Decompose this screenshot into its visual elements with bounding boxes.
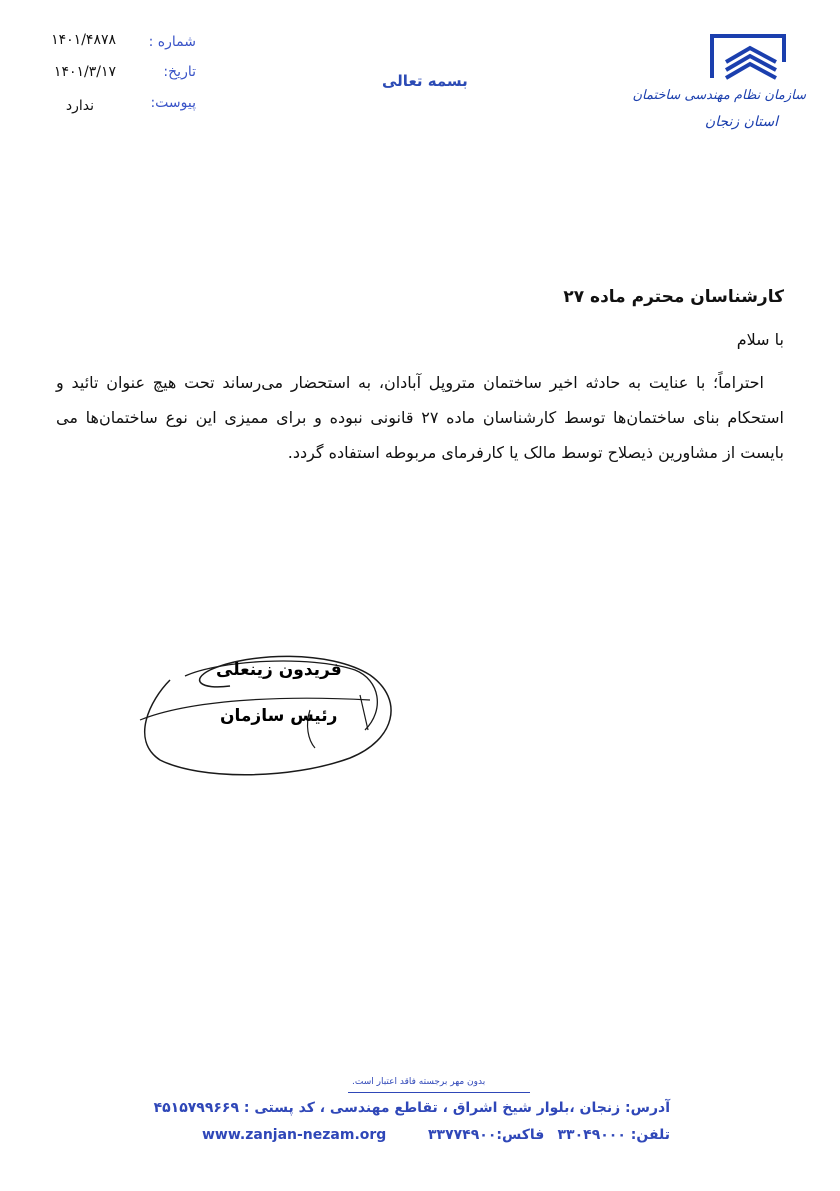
footer-validity-note: بدون مهر برجسته فاقد اعتبار است. bbox=[352, 1077, 486, 1087]
bismillah-heading: بسمه تعالی bbox=[382, 72, 468, 90]
footer-contact-line bbox=[202, 1127, 670, 1147]
phone-number: تلفن: ۳۳۰۴۹۰۰۰ bbox=[557, 1127, 670, 1143]
date-label: تاریخ: bbox=[163, 64, 196, 80]
website-link[interactable]: www.zanjan-nezam.org bbox=[202, 1127, 387, 1143]
org-logo bbox=[632, 32, 806, 142]
org-name-line1: سازمان نظام مهندسی ساختمان bbox=[632, 88, 806, 103]
number-label: شماره : bbox=[148, 34, 196, 50]
attachment-value: ندارد bbox=[65, 98, 94, 114]
attachment-label: پیوست: bbox=[150, 95, 196, 111]
signature-block bbox=[130, 640, 410, 790]
signatory-title: رئیس سازمان bbox=[220, 706, 338, 726]
date-value: ۱۴۰۱/۳/۱۷ bbox=[53, 64, 116, 80]
fax-number: فاکس:۳۳۷۷۴۹۰۰ bbox=[428, 1127, 545, 1143]
footer-divider bbox=[348, 1092, 530, 1093]
letter-body-paragraph: احتراماً؛ با عنایت به حادثه اخیر ساختمان متروپل آبادان، به استحضار می‌رساند تحت هیچ عنوان تائید و استحکام بنای ساختمان‌ها توسط کارشناسان ماده ۲۷ قانونی نبوده و برای ممیزی این نوع ساختمان‌ها می بایست از مشاورین ذیصلاح توسط مالک یا کارفرمای مربوطه استفاده گردد. bbox=[56, 373, 784, 462]
signatory-name: فریدون زینعلی bbox=[216, 660, 342, 680]
number-value: ۱۴۰۱/۴۸۷۸ bbox=[51, 32, 116, 48]
greeting-text: با سلام bbox=[736, 330, 784, 349]
footer-address: آدرس: زنجان ،بلوار شیخ اشراق ، تقاطع مهندسی ، کد پستی : ۴۵۱۵۷۹۹۶۶۹ bbox=[153, 1100, 670, 1116]
recipient-heading: کارشناسان محترم ماده ۲۷ bbox=[563, 287, 784, 307]
building-logo-icon bbox=[708, 32, 788, 88]
org-name-line2: استان زنجان bbox=[704, 114, 778, 130]
